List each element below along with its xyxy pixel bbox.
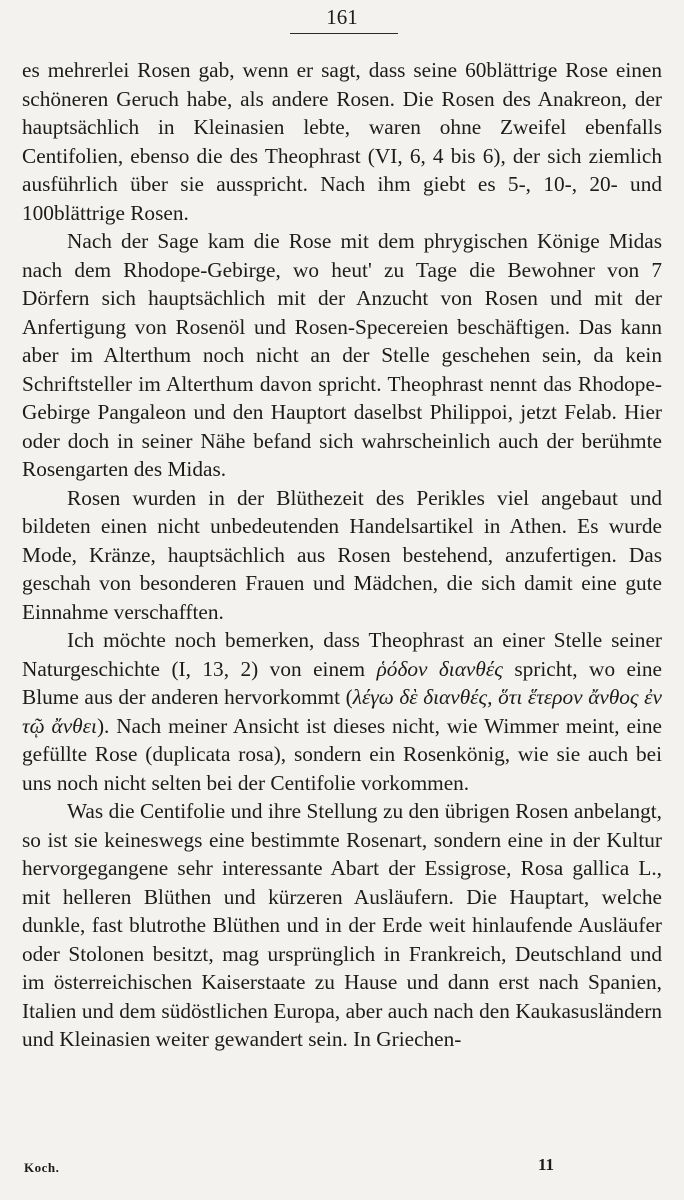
greek-quotation: λέγω δὲ διανθές, ὅτι ἕτερον ἄνθος ἐν τῷ ἄνθει <box>22 685 663 738</box>
paragraph-text: Was die Centifolie und ihre Stellung zu den übrigen Rosen anbelangt, so ist sie keineswegs eine bestimmte Rosenart, sondern eine in der Kultur hervorgegangene sehr interessante Abart der Essigrose, Rosa gallica L., mit helleren Blüthen und kürzeren Ausläufern. Die Hauptart, welche dunkle, fast blutrothe Blüthen und in der Erde weit hinlaufende Ausläufer oder Stolonen besitzt, mag ursprünglich in Frankreich, Deutschland und im österreichischen Kaiserstaate zu Hause und dann erst nach Spanien, Italien und dem südöstlichen Europa, aber auch nach den Kaukasusländern und Kleinasien weiter gewandert sein. In Griechen- <box>22 799 662 1051</box>
paragraph-text: spricht, wo eine Blume aus der anderen hervorkommt ( <box>22 656 663 709</box>
footer-author-mark: Koch. <box>24 1160 60 1175</box>
footer-signature-mark: 11 <box>538 1155 555 1174</box>
paragraph-text: Nach der Sage kam die Rose mit dem phrygischen Könige Midas nach dem Rhodope-Gebirge, wo heut' zu Tage die Bewohner von 7 Dörfern sich hauptsächlich mit der Anzucht von Rosen und mit der Anfertigung von Rosenöl und Rosen-Specereien beschäftigen. Das kann aber im Alterthum noch nicht an der Stelle geschehen sein, da kein Schriftsteller im Alterthum davon spricht. Theophrast nennt das Rhodope-Gebirge Pangaleon und den Hauptort daselbst Philippoi, jetzt Felab. Hier oder doch in seiner Nähe befand sich wahrscheinlich auch der berühmte Rosengarten des Midas. <box>22 229 662 481</box>
paragraph-text: Rosen wurden in der Blüthezeit des Perikles viel angebaut und bildeten einen nicht unbedeutenden Handelsartikel in Athen. Es wurde Mode, Kränze, hauptsächlich aus Rosen bestehend, anzufertigen. Das geschah von besonderen Frauen und Mädchen, die sich damit eine gute Einnahme verschafften. <box>22 485 662 624</box>
greek-quotation: ῥόδον διανθές <box>376 656 503 681</box>
paragraph <box>22 626 662 797</box>
paragraph <box>22 797 662 1054</box>
paragraph <box>22 484 662 627</box>
header-rule <box>290 33 398 34</box>
body-text <box>22 56 662 1054</box>
paragraph-text: es mehrerlei Rosen gab, wenn er sagt, dass seine 60blättrige Rose einen schöneren Geruch habe, als andere Rosen. Die Rosen des Anakreon, der hauptsächlich in Kleinasien lebte, waren ohne Zweifel ebenfalls Centifolien, ebenso die des Theophrast (VI, 6, 4 bis 6), der sich ziemlich ausführlich über sie ausspricht. Nach ihm giebt es 5-, 10-, 20- und 100blättrige Rosen. <box>22 58 662 225</box>
paragraph-text: ). Nach meiner Ansicht ist dieses nicht, wie Wimmer meint, eine gefüllte Rose (duplicata rosa), sondern ein Rosenkönig, wie sie auch bei uns noch nicht selten bei der Centifolie vorkommen. <box>22 713 662 795</box>
paragraph-text: Ich möchte noch bemerken, dass Theophrast an einer Stelle seiner Naturgeschichte (I, 13, 2) von einem <box>22 628 662 681</box>
paragraph <box>22 56 662 227</box>
paragraph <box>22 227 662 484</box>
page-number: 161 <box>326 5 358 29</box>
